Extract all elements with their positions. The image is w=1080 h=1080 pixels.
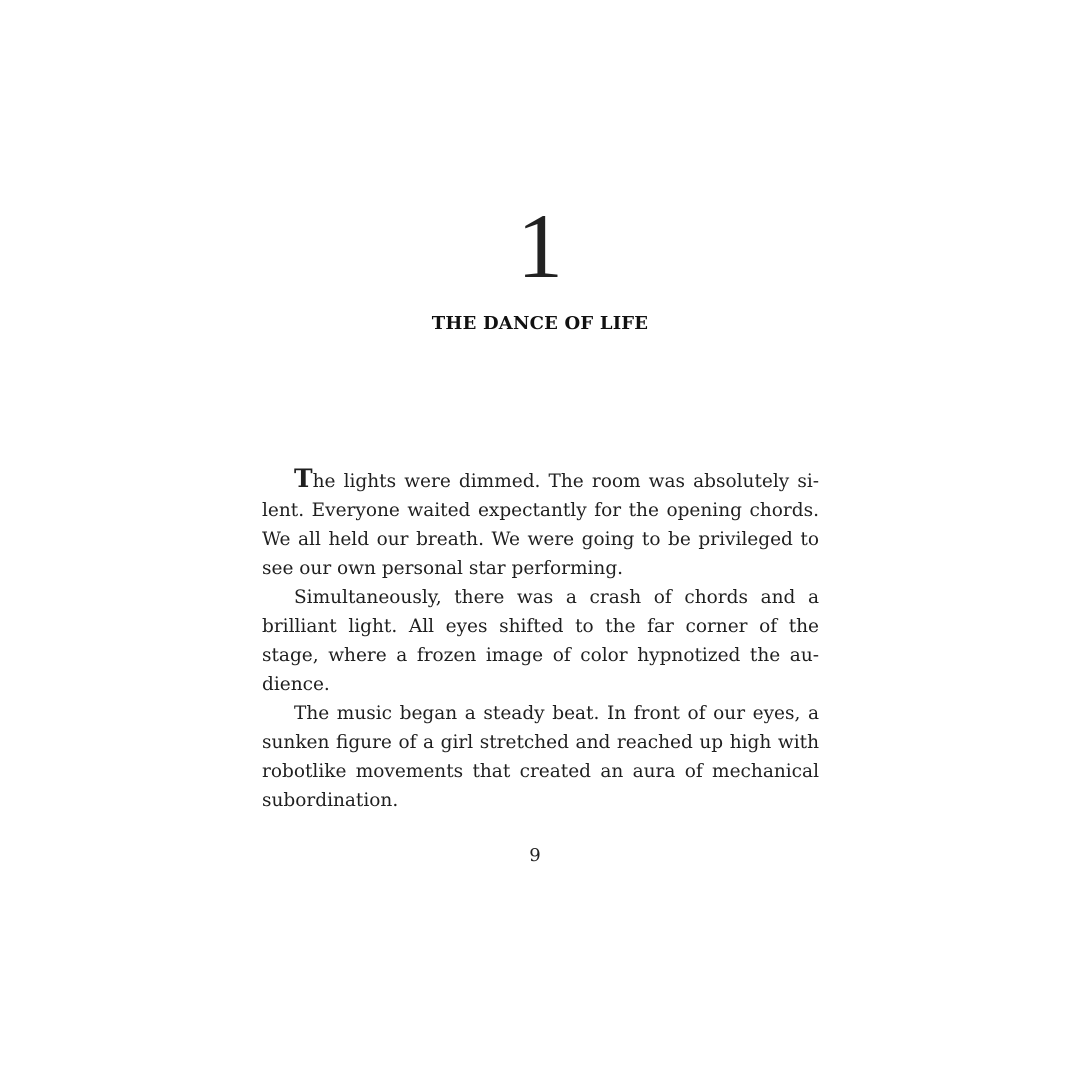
text-line: Simultaneously, there was a crash of chords and a	[294, 587, 819, 608]
chapter-title: THE DANCE OF LIFE	[431, 313, 649, 334]
text-line: subordination.	[262, 790, 399, 811]
text-line	[262, 467, 819, 496]
text-line: lent. Everyone waited expectantly for the opening chords.	[262, 500, 819, 521]
text-line: brilliant light. All eyes shifted to the far corner of the	[262, 616, 819, 637]
drop-cap: T	[294, 467, 313, 493]
text-line: see our own personal star performing.	[262, 558, 624, 579]
paragraph-3	[262, 699, 819, 815]
text-line: robotlike movements that created an aura of mechanical	[262, 761, 819, 782]
text-line: stage, where a frozen image of color hypnotized the au-	[262, 645, 819, 666]
text-line: The music began a steady beat. In front of our eyes, a	[294, 703, 819, 724]
paragraph-2	[262, 583, 819, 699]
paragraph-1	[262, 467, 819, 583]
text-line: sunken figure of a girl stretched and reached up high with	[262, 732, 819, 753]
body-text	[262, 467, 819, 815]
page-number: 9	[529, 845, 541, 866]
text-line-content: he lights were dimmed. The room was absolutely si-	[312, 471, 819, 492]
chapter-number: 1	[517, 195, 563, 297]
text-line: We all held our breath. We were going to be privileged to	[262, 529, 819, 550]
text-line: dience.	[262, 674, 330, 695]
